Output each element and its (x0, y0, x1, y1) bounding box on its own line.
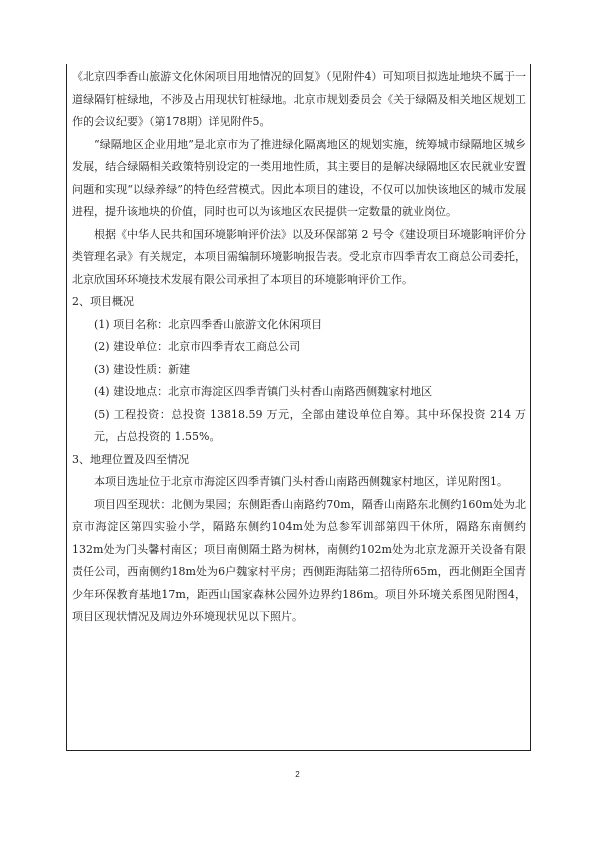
item-construction-site: (4) 建设地点：北京市海淀区四季青镇门头村香山南路西侧魏家村地区 (94, 385, 433, 398)
item-investment: (5) 工程投资：总投资 13818.59 万元，全部由建设单位自筹。其中环保投资 214 万元，占总投资的 1.55%。 (94, 407, 526, 443)
section-heading-overview: 2、项目概况 (72, 295, 134, 308)
item-construction-unit: (2) 建设单位：北京市四季青农工商总公司 (94, 340, 301, 353)
section-heading-location: 3、地理位置及四至情况 (72, 452, 189, 466)
item-project-name: (1) 项目名称：北京四季香山旅游文化休闲项目 (94, 317, 323, 331)
paragraph-green-belt: “绿隔地区企业用地”是北京市为了推进绿化隔离地区的规划实施，统筹城市绿隔地区城乡发展，结合绿隔相关政策特别设定的一类用地性质，其主要目的是解决绿隔地区农民就业安置问题和实现“以绿养绿”的特色经营模式。因此本项目的建设，不仅可以加快该地区的城市发展进程，提升该地块的价值，同时也可以为该地区农民提供一定数量的就业岗位。 (72, 137, 526, 218)
paragraph-eia-basis: 根据《中华人民共和国环境影响评价法》以及环保部第 2 号令《建设项目环境影响评价分类管理名录》有关规定，本项目需编制环境影响报告表。受北京市四季青农工商总公司委托，北京欣国环环境技术发展有限公司承担了本项目的环境影响评价工作。 (72, 227, 526, 286)
page-number: 2 (295, 770, 300, 779)
item-construction-nature: (3) 建设性质：新建 (94, 362, 191, 376)
paragraph-reply-reference: 《北京四季香山旅游文化休闲项目用地情况的回复》（见附件4）可知项目拟选址地块不属于一道绿隔钉桩绿地，不涉及占用现状钉桩绿地。北京市规划委员会《关于绿隔及相关地区规划工作的会议纪要》（第178期）详见附件5。 (72, 70, 526, 128)
paragraph-site-location: 本项目选址位于北京市海淀区四季青镇门头村香山南路西侧魏家村地区，详见附图1。 (94, 475, 508, 488)
document-body (72, 66, 526, 629)
paragraph-surroundings: 项目四至现状：北侧为果园；东侧距香山南路约70m，隔香山南路东北侧约160m处为北京市海淀区第四实验小学，隔路东侧约104m处为总参军训部第四干休所，隔路东南侧约132m处为门头馨村南区；项目南侧隔土路为树林，南侧约102m处为北京龙源开关设备有限责任公司，西南侧约18m处为6户魏家村平房；西侧距海陆第二招待所65m，西北侧距全国青少年环保教育基地17m，距西山国家森林公园外边界约186m。项目外环境关系图见附图4，项目区现状情况及周边外环境现状见以下照片。 (72, 497, 526, 623)
